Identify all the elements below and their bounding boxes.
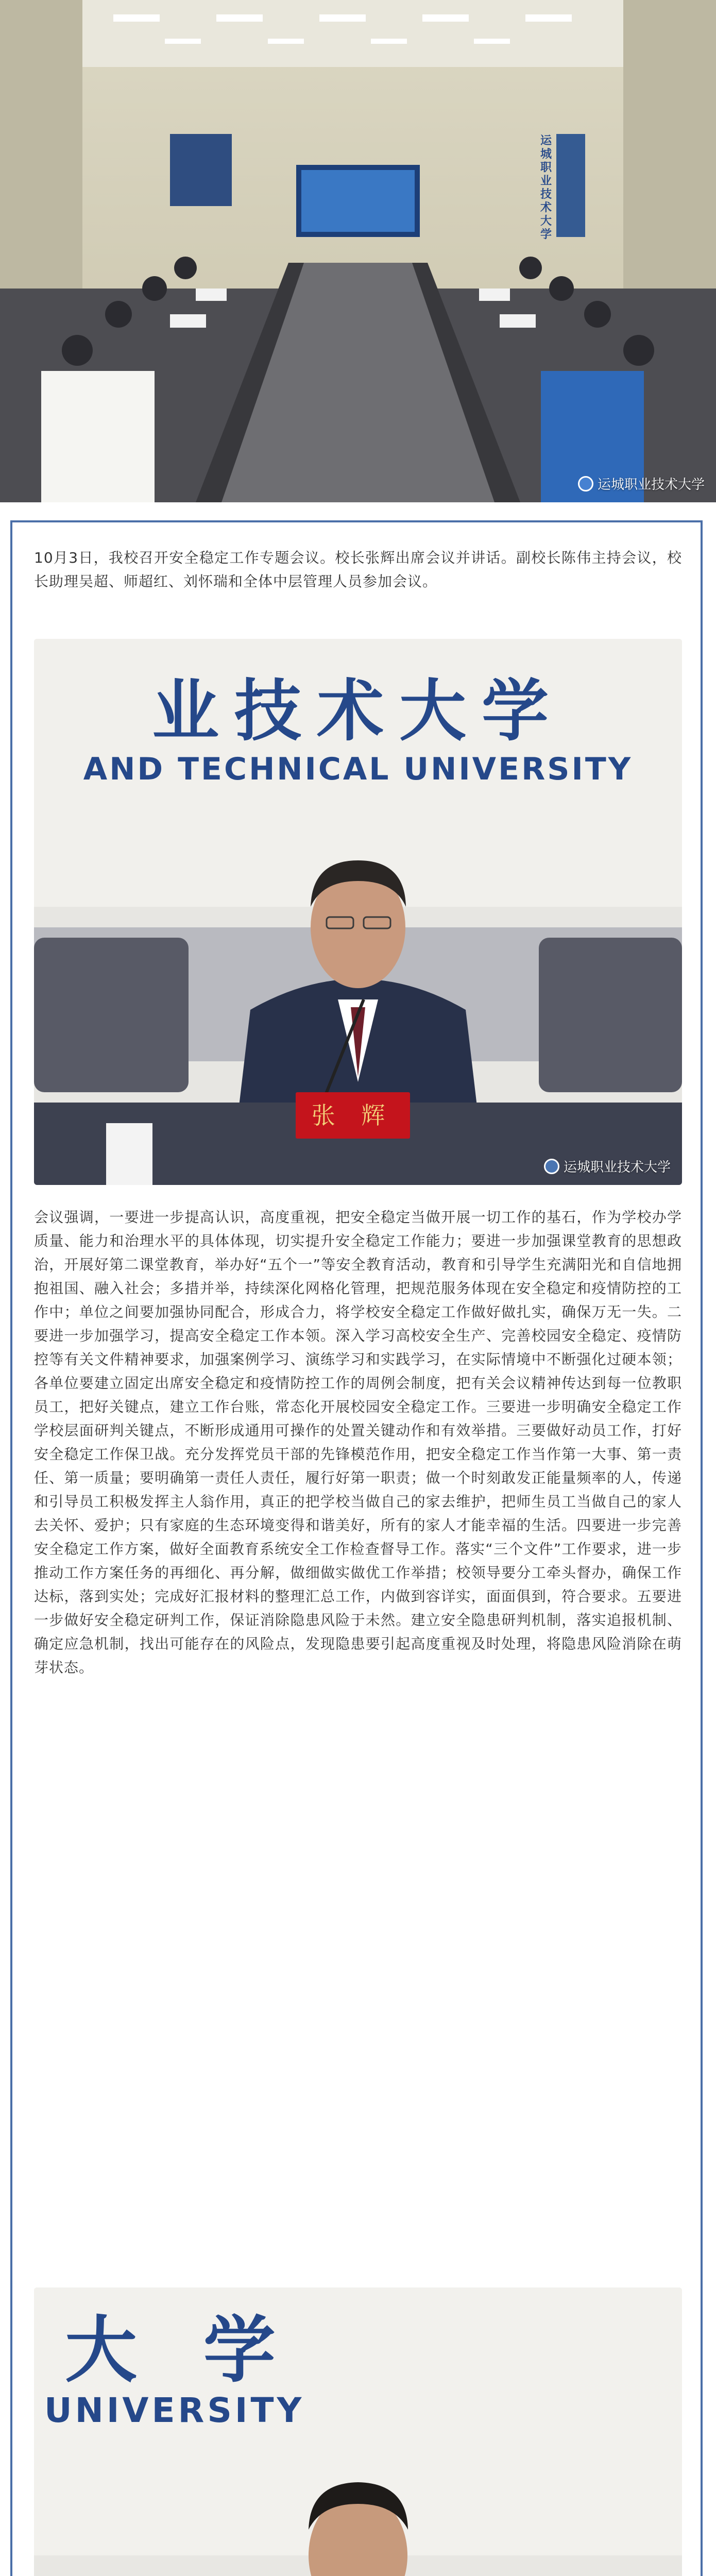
speaker-2-wall-banner: 大 学 [65,2308,296,2393]
hero-watermark-text: 运城职业技术大学 [597,477,705,493]
photo-1-watermark-text: 运城职业技术大学 [563,1160,671,1175]
university-logo-icon [578,476,593,492]
hero-meeting-photo [0,0,716,502]
article-paragraph-1: 10月3日，我校召开安全稳定工作专题会议。校长张辉出席会议并讲话。副校长陈伟主持会议，校长助理吴超、师超红、刘怀瑞和全体中层管理人员参加会议。 [34,549,682,590]
photo-speaker-1 [34,639,682,1185]
hero-watermark [578,474,705,493]
photo-1-watermark [544,1157,671,1176]
speaker-1-wall-banner: 业技术大学 [151,671,564,750]
speaker-2-wall-banner-en: UNIVERSITY [44,2391,305,2430]
hero-wall-banner: 运城职业技术大学 [540,134,552,241]
speaker-1-nameplate: 张 辉 [296,1092,410,1139]
university-logo-icon [544,1159,559,1174]
speaker-1-wall-banner-en: AND TECHNICAL UNIVERSITY [83,751,633,787]
article-paragraph-2: 会议强调，一要进一步提高认识，高度重视，把安全稳定当做开展一切工作的基石，作为学校办学质量、能力和治理水平的具体体现，切实提升安全稳定工作能力；要进一步加强课堂教育的思想政治，开展好第二课堂教育，举办好“五个一”等安全教育活动，教育和引导学生充满阳光和自信地拥抱祖国、融入社会；多措并举，持续深化网格化管理，把规范服务体现在安全稳定和疫情防控的工作中；单位之间要加强协同配合，形成合力，将学校安全稳定工作做好做扎实，确保万无一失。二要进一步加强学习，提高安全稳定工作本领。深入学习高校安全生产、完善校园安全稳定、疫情防控等有关文件精神要求，加强案例学习、演练学习和实践学习，在实际情境中不断强化过硬本领；各单位要建立固定出席安全稳定和疫情防控工作的周例会制度，把有关会议精神传达到每一位教职员工，把好关键点，建立工作台账，常态化开展校园安全稳定工作。三要进一步明确安全稳定工作学校层面研判关键点，不断形成通用可操作的处置关键动作和有效举措。三要做好动员工作，打好安全稳定工作保卫战。充分发挥党员干部的先锋模范作用，把安全稳定工作当作第一大事、第一责任、第一质量；要明确第一责任人责任，履行好第一职责；做一个时刻敢发正能量频率的人，传递和引导员工积极发挥主人翁作用，真正的把学校当做自己的家去维护，把师生员工当做自己的家人去关怀、爱护；只有家庭的生态环境变得和谐美好，所有的家人才能幸福的生活。四要进一步完善安全稳定工作方案，做好全面教育系统安全工作检查督导工作。落实“三个文件”工作要求，进一步推动工作方案任务的再细化、再分解，做细做实做优工作举措；校领导要分工牵头督办，确保工作达标，落到实处；完成好汇报材料的整理汇总工作，内做到容详实，面面俱到，符合要求。五要进一步做好安全稳定研判工作，保证消除隐患风险于未然。建立安全隐患研判机制，落实追报机制、确定应急机制，找出可能存在的风险点，发现隐患要引起高度重视及时处理，将隐患风险消除在萌芽状态。 [34,1209,682,1676]
meeting-room-illustration [0,0,716,502]
photo-speaker-2 [34,2287,682,2576]
